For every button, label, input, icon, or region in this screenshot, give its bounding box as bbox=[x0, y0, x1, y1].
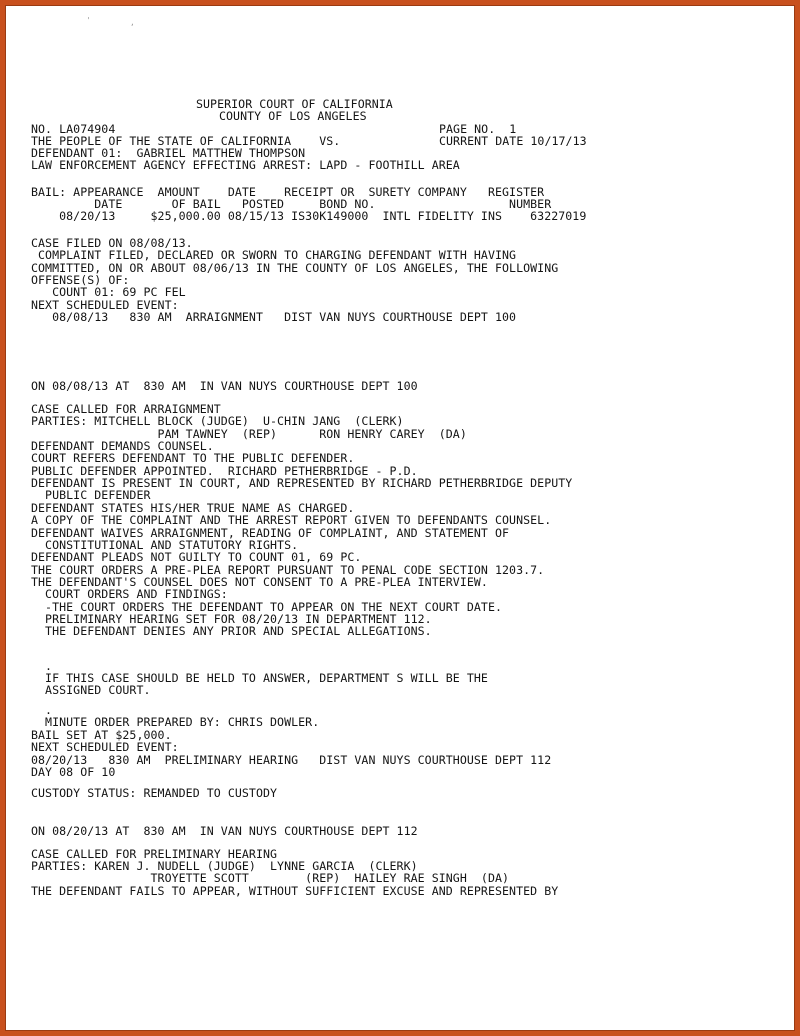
document-line: DAY 08 OF 10 bbox=[31, 765, 116, 779]
document-line: PAM TAWNEY (REP) RON HENRY CAREY (DA) bbox=[31, 426, 467, 441]
document-line: CASE FILED ON 08/08/13. bbox=[31, 236, 193, 250]
document-line: DEFENDANT PLEADS NOT GUILTY TO COUNT 01, 69 PC. bbox=[31, 550, 362, 565]
document-line: COUNT 01: 69 PC FEL bbox=[31, 285, 186, 300]
document-line: COMPLAINT FILED, DECLARED OR SWORN TO CHARGING DEFENDANT WITH HAVING bbox=[31, 248, 517, 263]
document-line: DEFENDANT IS PRESENT IN COURT, AND REPRESENTED BY RICHARD PETHERBRIDGE DEPUTY bbox=[31, 476, 573, 491]
document-line: BAIL SET AT $25,000. bbox=[31, 727, 172, 742]
document-line: ON 08/08/13 AT 830 AM IN VAN NUYS COURTHOUSE DEPT 100 bbox=[31, 379, 418, 393]
document-line: PRELIMINARY HEARING SET FOR 08/20/13 IN DEPARTMENT 112. bbox=[31, 611, 432, 626]
bail-header-1: BAIL: APPEARANCE AMOUNT DATE RECEIPT OR SURETY COMPANY REGISTER bbox=[31, 185, 545, 199]
document-line: COURT REFERS DEFENDANT TO THE PUBLIC DEFENDER. bbox=[31, 451, 355, 466]
document-line: PUBLIC DEFENDER APPOINTED. RICHARD PETHERBRIDGE - P.D. bbox=[31, 463, 418, 478]
document-line: COURT ORDERS AND FINDINGS: bbox=[31, 587, 228, 602]
document-line: 08/20/13 830 AM PRELIMINARY HEARING DIST VAN NUYS COURTHOUSE DEPT 112 bbox=[31, 752, 552, 767]
document-line: THE COURT ORDERS A PRE-PLEA REPORT PURSUANT TO PENAL CODE SECTION 1203.7. bbox=[31, 562, 545, 577]
document-line: . bbox=[31, 703, 53, 717]
bail-row: 08/20/13 $25,000.00 08/15/13 IS30K149000 INTL FIDELITY INS 63227019 bbox=[31, 209, 587, 223]
current-date: CURRENT DATE 10/17/13 bbox=[439, 134, 587, 148]
document-line: A COPY OF THE COMPLAINT AND THE ARREST REPORT GIVEN TO DEFENDANTS COUNSEL. bbox=[31, 513, 552, 528]
document-line: NEXT SCHEDULED EVENT: bbox=[31, 740, 179, 755]
arresting-agency: LAW ENFORCEMENT AGENCY EFFECTING ARREST: LAPD - FOOTHILL AREA bbox=[31, 158, 460, 172]
document-line: COMMITTED, ON OR ABOUT 08/06/13 IN THE COUNTY OF LOS ANGELES, THE FOLLOWING bbox=[31, 260, 559, 275]
document-line: CASE CALLED FOR PRELIMINARY HEARING bbox=[31, 847, 278, 861]
document-line: . bbox=[31, 659, 53, 673]
document-line: THE DEFENDANT DENIES ANY PRIOR AND SPECIAL ALLEGATIONS. bbox=[31, 624, 432, 639]
bail-header-2: DATE OF BAIL POSTED BOND NO. NUMBER bbox=[31, 197, 552, 211]
court-name: SUPERIOR COURT OF CALIFORNIA bbox=[196, 97, 393, 111]
document-line: PUBLIC DEFENDER bbox=[31, 488, 151, 503]
document-line: NEXT SCHEDULED EVENT: bbox=[31, 297, 179, 312]
document-line: 08/08/13 830 AM ARRAIGNMENT DIST VAN NUYS COURTHOUSE DEPT 100 bbox=[31, 309, 517, 324]
document-line: ASSIGNED COURT. bbox=[31, 683, 151, 697]
document-line: CONSTITUTIONAL AND STATUTORY RIGHTS. bbox=[31, 537, 299, 552]
document-line: PARTIES: MITCHELL BLOCK (JUDGE) U-CHIN JANG (CLERK) bbox=[31, 414, 404, 429]
document-line: DEFENDANT DEMANDS COUNSEL. bbox=[31, 439, 214, 454]
document-line: DEFENDANT WAIVES ARRAIGNMENT, READING OF COMPLAINT, AND STATEMENT OF bbox=[31, 525, 510, 540]
document-line: THE DEFENDANT FAILS TO APPEAR, WITHOUT SUFFICIENT EXCUSE AND REPRESENTED BY bbox=[31, 883, 559, 898]
document-line: IF THIS CASE SHOULD BE HELD TO ANSWER, DEPARTMENT S WILL BE THE bbox=[31, 671, 488, 685]
document-line: TROYETTE SCOTT (REP) HAILEY RAE SINGH (DA) bbox=[31, 871, 510, 886]
scan-speck: ' bbox=[86, 16, 91, 25]
document-line: PARTIES: KAREN J. NUDELL (JUDGE) LYNNE GARCIA (CLERK) bbox=[31, 859, 418, 874]
document-line: MINUTE ORDER PREPARED BY: CHRIS DOWLER. bbox=[31, 715, 320, 730]
page-number: PAGE NO. 1 bbox=[439, 122, 517, 136]
case-caption: THE PEOPLE OF THE STATE OF CALIFORNIA VS. bbox=[31, 134, 341, 148]
document-line: THE DEFENDANT'S COUNSEL DOES NOT CONSENT TO A PRE-PLEA INTERVIEW. bbox=[31, 574, 488, 589]
document-line: CUSTODY STATUS: REMANDED TO CUSTODY bbox=[31, 786, 278, 800]
document-line: CASE CALLED FOR ARRAIGNMENT bbox=[31, 402, 221, 416]
county-name: COUNTY OF LOS ANGELES bbox=[219, 109, 367, 123]
document-line: ON 08/20/13 AT 830 AM IN VAN NUYS COURTHOUSE DEPT 112 bbox=[31, 824, 418, 838]
document-line: -THE COURT ORDERS THE DEFENDANT TO APPEAR ON THE NEXT COURT DATE. bbox=[31, 599, 503, 614]
document-line: OFFENSE(S) OF: bbox=[31, 272, 130, 287]
case-number: NO. LA074904 bbox=[31, 122, 116, 136]
document-line: DEFENDANT STATES HIS/HER TRUE NAME AS CHARGED. bbox=[31, 500, 355, 515]
document-page bbox=[5, 5, 795, 1031]
scan-speck: , bbox=[130, 18, 135, 27]
defendant-line: DEFENDANT 01: GABRIEL MATTHEW THOMPSON bbox=[31, 146, 306, 160]
